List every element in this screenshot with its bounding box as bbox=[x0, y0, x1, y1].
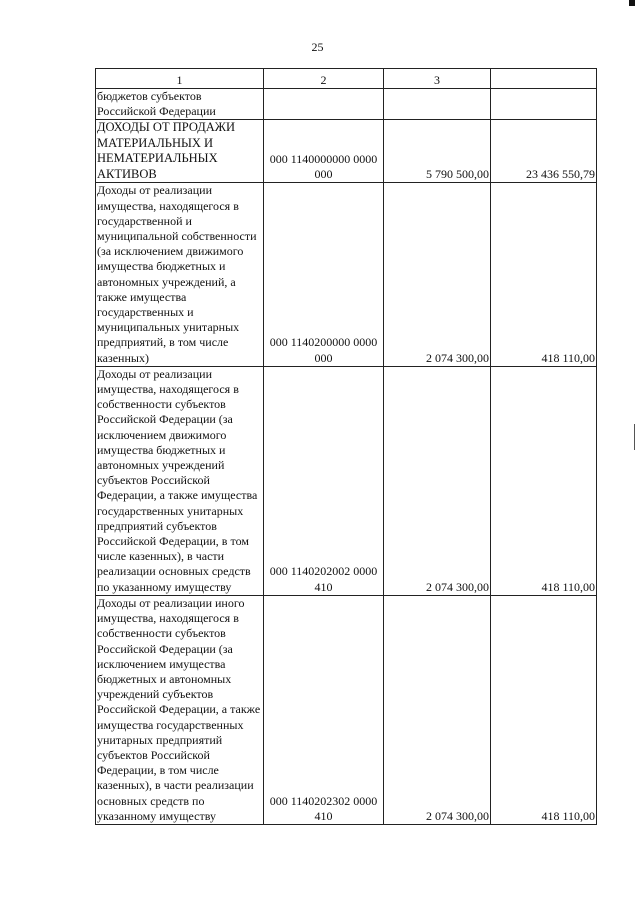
row-plan: 5 790 500,00 bbox=[384, 120, 491, 183]
row-plan: 2 074 300,00 bbox=[384, 366, 491, 595]
table-row bbox=[96, 89, 597, 120]
row-code bbox=[264, 89, 384, 120]
row-fact: 418 110,00 bbox=[491, 595, 597, 824]
table-row bbox=[96, 595, 597, 824]
row-code: 000 1140200000 0000 000 bbox=[264, 183, 384, 366]
row-name: Доходы от реализации имущества, находящегося в собственности субъектов Российской Федерации (за исключением движимого имущества бюджетных и автономных учреждений субъектов Российской Федерации, а также имущества государственных унитарных предприятий субъектов Российской Федерации, в том числе казенных), в части реализации основных средств по указанному имуществу bbox=[96, 366, 264, 595]
row-code: 000 1140000000 0000 000 bbox=[264, 120, 384, 183]
table-row bbox=[96, 120, 597, 183]
table-row bbox=[96, 183, 597, 366]
column-header-4 bbox=[491, 69, 597, 89]
row-name: бюджетов субъектов Российской Федерации bbox=[96, 89, 264, 120]
row-name: Доходы от реализации имущества, находящегося в государственной и муниципальной собственности (за исключением движимого имущества бюджетных и автономных учреждений, а также имущества государственных и муниципальных унитарных предприятий, в том числе казенных) bbox=[96, 183, 264, 366]
table-row bbox=[96, 366, 597, 595]
row-code: 000 1140202302 0000 410 bbox=[264, 595, 384, 824]
row-fact: 418 110,00 bbox=[491, 366, 597, 595]
row-plan: 2 074 300,00 bbox=[384, 595, 491, 824]
column-header-2: 2 bbox=[264, 69, 384, 89]
column-header-1: 1 bbox=[96, 69, 264, 89]
row-name: Доходы от реализации иного имущества, находящегося в собственности субъектов Российской Федерации (за исключением имущества бюджетных и автономных учреждений субъектов Российской Федерации, а также имущества государственных унитарных предприятий субъектов Российской Федерации, в том числе казенных), в части реализации основных средств по указанному имуществу bbox=[96, 595, 264, 824]
page-number: 25 bbox=[311, 40, 324, 54]
row-fact: 418 110,00 bbox=[491, 183, 597, 366]
row-code: 000 1140202002 0000 410 bbox=[264, 366, 384, 595]
column-header-3: 3 bbox=[384, 69, 491, 89]
scan-corner-mark bbox=[629, 0, 635, 6]
row-fact bbox=[491, 89, 597, 120]
revenue-table bbox=[95, 68, 597, 825]
row-plan: 2 074 300,00 bbox=[384, 183, 491, 366]
row-fact: 23 436 550,79 bbox=[491, 120, 597, 183]
row-plan bbox=[384, 89, 491, 120]
table-header-row bbox=[96, 69, 597, 89]
row-name: ДОХОДЫ ОТ ПРОДАЖИ МАТЕРИАЛЬНЫХ И НЕМАТЕРИАЛЬНЫХ АКТИВОВ bbox=[96, 120, 264, 183]
